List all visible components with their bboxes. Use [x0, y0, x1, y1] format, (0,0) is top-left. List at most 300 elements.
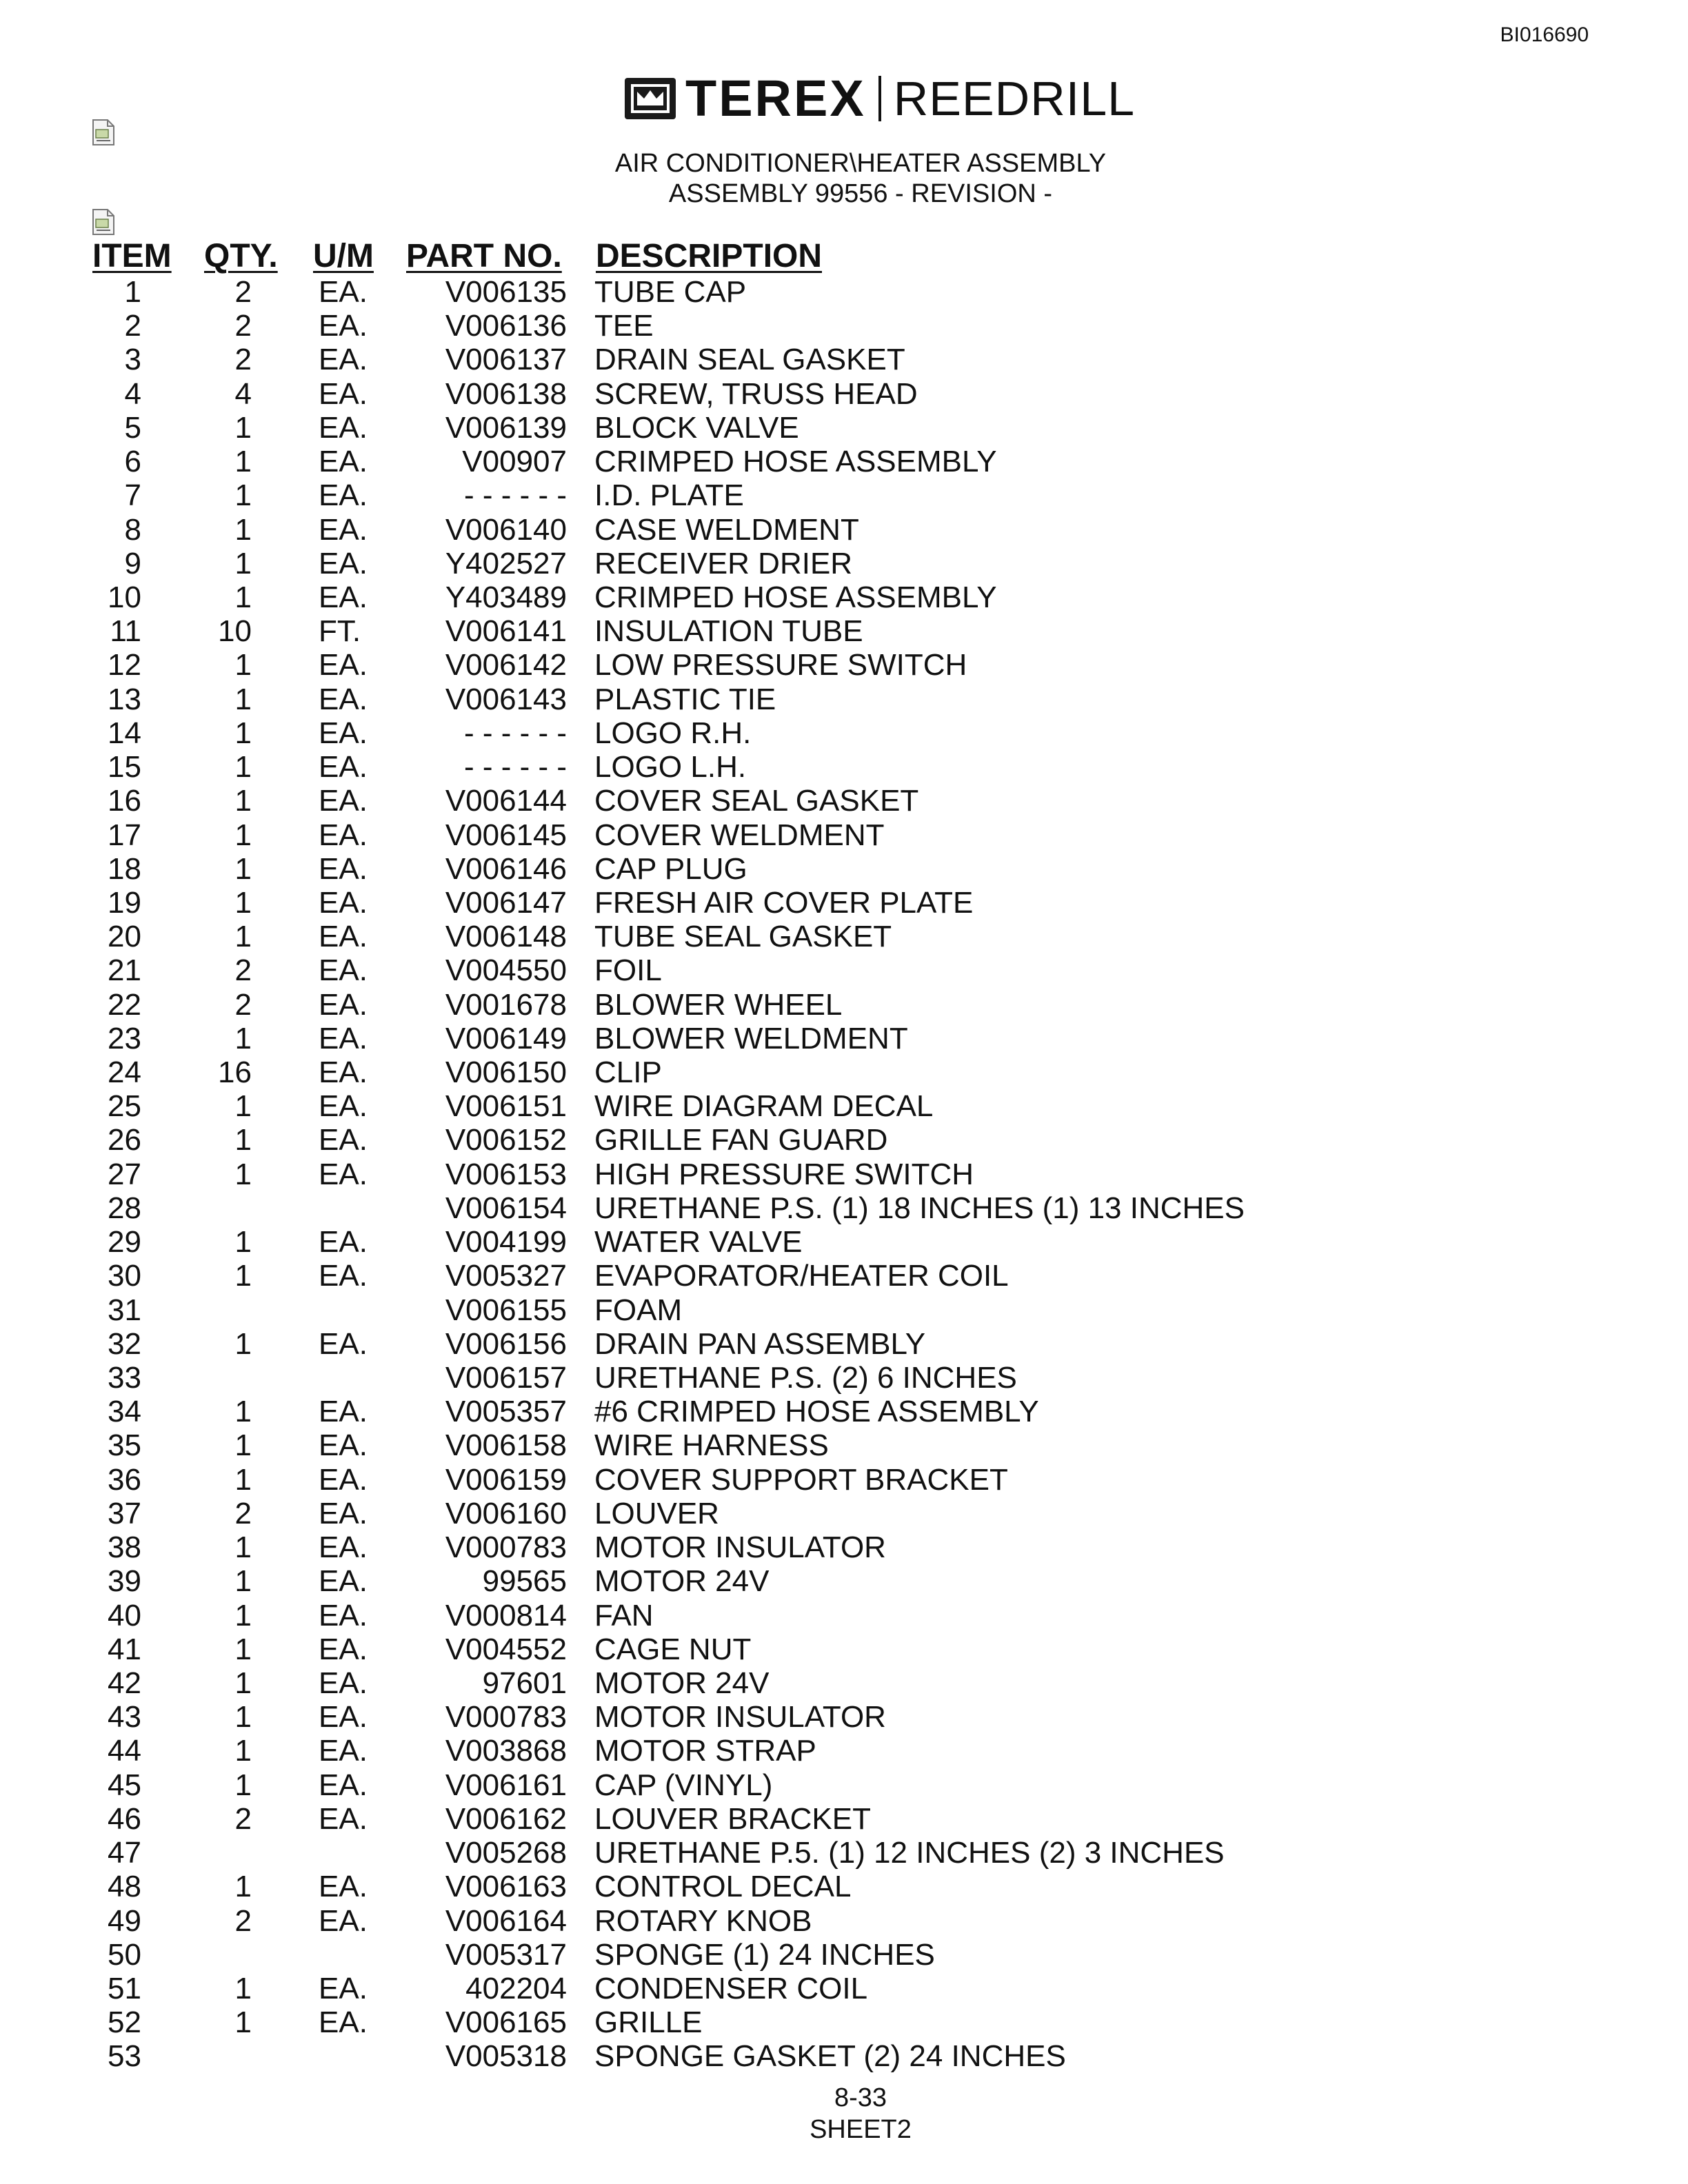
- description-cell: LOUVER BRACKET: [594, 1801, 871, 1836]
- table-row: [0, 1497, 1688, 1530]
- description-cell: HIGH PRESSURE SWITCH: [594, 1157, 974, 1191]
- part-number-cell: V006144: [445, 784, 567, 818]
- um-cell: EA.: [319, 885, 368, 920]
- table-row: [0, 716, 1688, 750]
- um-cell: EA.: [319, 716, 368, 750]
- qty-cell: 1: [234, 445, 252, 479]
- description-cell: MOTOR STRAP: [594, 1734, 816, 1768]
- qty-cell: 2: [234, 343, 252, 377]
- um-cell: EA.: [319, 953, 368, 988]
- part-number-cell: V006139: [445, 410, 567, 445]
- description-cell: ROTARY KNOB: [594, 1903, 812, 1938]
- table-row: [0, 478, 1688, 512]
- item-cell: 47: [108, 1836, 141, 1870]
- qty-cell: 1: [234, 512, 252, 547]
- description-cell: SPONGE GASKET (2) 24 INCHES: [594, 2039, 1066, 2074]
- item-cell: 42: [108, 1666, 141, 1700]
- description-cell: CASE WELDMENT: [594, 512, 859, 547]
- part-number-cell: 402204: [465, 1971, 567, 2005]
- um-cell: EA.: [319, 1326, 368, 1361]
- table-row: [0, 1259, 1688, 1293]
- um-cell: EA.: [319, 1259, 368, 1293]
- table-row: [0, 682, 1688, 716]
- table-row: [0, 852, 1688, 886]
- description-cell: INSULATION TUBE: [594, 614, 863, 649]
- table-row: [0, 445, 1688, 478]
- document-title: AIR CONDITIONER\HEATER ASSEMBLY: [614, 149, 1107, 178]
- um-cell: EA.: [319, 1632, 368, 1666]
- description-cell: LOUVER: [594, 1496, 719, 1530]
- description-cell: TUBE CAP: [594, 275, 747, 309]
- um-cell: EA.: [319, 546, 368, 580]
- qty-cell: 1: [234, 682, 252, 716]
- description-cell: RECEIVER DRIER: [594, 546, 853, 580]
- description-cell: MOTOR 24V: [594, 1564, 770, 1599]
- part-number-cell: V006146: [445, 851, 567, 886]
- table-row: [0, 1428, 1688, 1462]
- table-row: [0, 377, 1688, 411]
- part-number-cell: V006137: [445, 343, 567, 377]
- qty-cell: 1: [234, 1326, 252, 1361]
- column-header-part-no: PART NO.: [406, 238, 562, 274]
- um-cell: EA.: [319, 1768, 368, 1802]
- part-number-cell: V006163: [445, 1870, 567, 1904]
- item-cell: 39: [108, 1564, 141, 1599]
- um-cell: EA.: [319, 1225, 368, 1260]
- table-row: [0, 920, 1688, 953]
- part-number-cell: V006145: [445, 818, 567, 852]
- embedded-document-icon[interactable]: [91, 119, 116, 146]
- item-cell: 49: [108, 1903, 141, 1938]
- table-row: [0, 411, 1688, 445]
- um-cell: EA.: [319, 1971, 368, 2005]
- part-number-cell: V006142: [445, 648, 567, 682]
- um-cell: EA.: [319, 445, 368, 479]
- qty-cell: 1: [234, 920, 252, 954]
- table-row: [0, 275, 1688, 309]
- um-cell: EA.: [319, 987, 368, 1022]
- table-row: [0, 953, 1688, 987]
- item-cell: 14: [108, 716, 141, 750]
- um-cell: EA.: [319, 648, 368, 682]
- item-cell: 13: [108, 682, 141, 716]
- description-cell: GRILLE FAN GUARD: [594, 1123, 888, 1157]
- description-cell: SCREW, TRUSS HEAD: [594, 376, 918, 411]
- um-cell: EA.: [319, 343, 368, 377]
- qty-cell: 1: [234, 784, 252, 818]
- table-row: [0, 1463, 1688, 1497]
- um-cell: EA.: [319, 1700, 368, 1735]
- description-cell: LOGO R.H.: [594, 716, 752, 750]
- part-number-cell: V006158: [445, 1428, 567, 1463]
- item-cell: 23: [108, 1021, 141, 1055]
- embedded-document-icon[interactable]: [91, 208, 116, 236]
- part-number-cell: V000783: [445, 1700, 567, 1735]
- table-row: [0, 1327, 1688, 1361]
- description-cell: WIRE DIAGRAM DECAL: [594, 1089, 934, 1124]
- description-cell: BLOWER WELDMENT: [594, 1021, 908, 1055]
- qty-cell: 1: [234, 1632, 252, 1666]
- table-row: [0, 580, 1688, 614]
- description-cell: FRESH AIR COVER PLATE: [594, 885, 974, 920]
- part-number-cell: V004199: [445, 1225, 567, 1260]
- qty-cell: 1: [234, 851, 252, 886]
- item-cell: 27: [108, 1157, 141, 1191]
- qty-cell: 1: [234, 580, 252, 614]
- description-cell: COVER WELDMENT: [594, 818, 885, 852]
- part-number-cell: V005327: [445, 1259, 567, 1293]
- qty-cell: 1: [234, 1734, 252, 1768]
- um-cell: EA.: [319, 1055, 368, 1090]
- item-cell: 34: [108, 1395, 141, 1429]
- qty-cell: 1: [234, 716, 252, 750]
- column-header-um: U/M: [313, 238, 374, 274]
- part-number-cell: V006161: [445, 1768, 567, 1802]
- table-row: [0, 988, 1688, 1022]
- item-cell: 5: [124, 410, 141, 445]
- description-cell: URETHANE P.5. (1) 12 INCHES (2) 3 INCHES: [594, 1836, 1225, 1870]
- part-number-cell: V006147: [445, 885, 567, 920]
- item-cell: 20: [108, 920, 141, 954]
- table-row: [0, 1904, 1688, 1938]
- description-cell: BLOCK VALVE: [594, 410, 799, 445]
- qty-cell: 1: [234, 1971, 252, 2005]
- part-number-cell: V006164: [445, 1903, 567, 1938]
- part-number-cell: V006148: [445, 920, 567, 954]
- um-cell: EA.: [319, 1903, 368, 1938]
- description-cell: #6 CRIMPED HOSE ASSEMBLY: [594, 1395, 1039, 1429]
- qty-cell: 1: [234, 750, 252, 785]
- description-cell: TEE: [594, 309, 654, 343]
- item-cell: 33: [108, 1361, 141, 1395]
- part-number-cell: Y402527: [445, 546, 567, 580]
- part-number-cell: V003868: [445, 1734, 567, 1768]
- item-cell: 7: [124, 478, 141, 513]
- part-number-cell: V005268: [445, 1836, 567, 1870]
- parts-list: [0, 275, 1688, 2074]
- part-number-cell: - - - - - -: [463, 750, 567, 785]
- item-cell: 15: [108, 750, 141, 785]
- description-cell: TUBE SEAL GASKET: [594, 920, 892, 954]
- item-cell: 45: [108, 1768, 141, 1802]
- item-cell: 29: [108, 1225, 141, 1260]
- qty-cell: 2: [234, 953, 252, 988]
- part-number-cell: V000783: [445, 1530, 567, 1565]
- part-number-cell: V006151: [445, 1089, 567, 1124]
- item-cell: 22: [108, 987, 141, 1022]
- part-number-cell: V006138: [445, 376, 567, 411]
- item-cell: 10: [108, 580, 141, 614]
- part-number-cell: V006154: [445, 1191, 567, 1225]
- document-subtitle: ASSEMBLY 99556 - REVISION -: [668, 179, 1053, 208]
- item-cell: 44: [108, 1734, 141, 1768]
- brand-name: TEREX: [685, 70, 866, 127]
- um-cell: EA.: [319, 512, 368, 547]
- item-cell: 19: [108, 885, 141, 920]
- part-number-cell: V006150: [445, 1055, 567, 1090]
- description-cell: DRAIN PAN ASSEMBLY: [594, 1326, 926, 1361]
- part-number-cell: 99565: [482, 1564, 567, 1599]
- item-cell: 16: [108, 784, 141, 818]
- description-cell: PLASTIC TIE: [594, 682, 776, 716]
- document-id: BI016690: [1500, 23, 1589, 46]
- part-number-cell: V006159: [445, 1462, 567, 1497]
- qty-cell: 1: [234, 1564, 252, 1599]
- um-cell: EA.: [319, 1801, 368, 1836]
- um-cell: EA.: [319, 920, 368, 954]
- qty-cell: 1: [234, 1395, 252, 1429]
- table-row: [0, 614, 1688, 648]
- description-cell: COVER SEAL GASKET: [594, 784, 919, 818]
- item-cell: 18: [108, 851, 141, 886]
- um-cell: EA.: [319, 1157, 368, 1191]
- description-cell: CLIP: [594, 1055, 662, 1090]
- item-cell: 32: [108, 1326, 141, 1361]
- um-cell: EA.: [319, 1021, 368, 1055]
- item-cell: 24: [108, 1055, 141, 1090]
- item-cell: 6: [124, 445, 141, 479]
- column-header-qty: QTY.: [204, 238, 278, 274]
- description-cell: CONTROL DECAL: [594, 1870, 852, 1904]
- table-row: [0, 1293, 1688, 1327]
- um-cell: EA.: [319, 1530, 368, 1565]
- um-cell: EA.: [319, 478, 368, 513]
- sheet-label: SHEET2: [810, 2115, 912, 2144]
- um-cell: EA.: [319, 410, 368, 445]
- um-cell: EA.: [319, 682, 368, 716]
- item-cell: 37: [108, 1496, 141, 1530]
- table-row: [0, 513, 1688, 547]
- item-cell: 8: [124, 512, 141, 547]
- item-cell: 40: [108, 1598, 141, 1632]
- part-number-cell: V006162: [445, 1801, 567, 1836]
- qty-cell: 1: [234, 1666, 252, 1700]
- qty-cell: 1: [234, 1768, 252, 1802]
- description-cell: CAP PLUG: [594, 851, 747, 886]
- description-cell: LOW PRESSURE SWITCH: [594, 648, 967, 682]
- um-cell: EA.: [319, 1123, 368, 1157]
- table-row: [0, 309, 1688, 343]
- part-number-cell: - - - - - -: [463, 716, 567, 750]
- um-cell: EA.: [319, 1428, 368, 1463]
- qty-cell: 16: [218, 1055, 252, 1090]
- item-cell: 1: [124, 275, 141, 309]
- table-row: [0, 1123, 1688, 1157]
- terex-emblem-icon: [625, 78, 676, 119]
- description-cell: URETHANE P.S. (1) 18 INCHES (1) 13 INCHES: [594, 1191, 1245, 1225]
- qty-cell: 1: [234, 1700, 252, 1735]
- table-row: [0, 1938, 1688, 1972]
- description-cell: COVER SUPPORT BRACKET: [594, 1462, 1008, 1497]
- um-cell: EA.: [319, 1496, 368, 1530]
- table-row: [0, 1055, 1688, 1089]
- um-cell: EA.: [319, 1395, 368, 1429]
- item-cell: 46: [108, 1801, 141, 1836]
- description-cell: BLOWER WHEEL: [594, 987, 843, 1022]
- part-number-cell: - - - - - -: [463, 478, 567, 513]
- qty-cell: 1: [234, 1157, 252, 1191]
- part-number-cell: V006153: [445, 1157, 567, 1191]
- part-number-cell: V006155: [445, 1293, 567, 1327]
- part-number-cell: V006141: [445, 614, 567, 649]
- brand-division: REEDRILL: [893, 72, 1136, 125]
- um-cell: EA.: [319, 1666, 368, 1700]
- part-number-cell: V006157: [445, 1361, 567, 1395]
- description-cell: FOIL: [594, 953, 662, 988]
- table-row: [0, 2005, 1688, 2039]
- table-row: [0, 1632, 1688, 1666]
- item-cell: 52: [108, 2005, 141, 2040]
- logo-divider: [878, 76, 881, 121]
- column-header-description: DESCRIPTION: [596, 238, 823, 274]
- qty-cell: 10: [218, 614, 252, 649]
- part-number-cell: Y403489: [445, 580, 567, 614]
- table-row: [0, 1870, 1688, 1903]
- table-row: [0, 1361, 1688, 1395]
- item-cell: 50: [108, 1937, 141, 1972]
- page-number: 8-33: [834, 2083, 887, 2112]
- part-number-cell: V006165: [445, 2005, 567, 2040]
- description-cell: DRAIN SEAL GASKET: [594, 343, 905, 377]
- table-row: [0, 1802, 1688, 1836]
- qty-cell: 1: [234, 885, 252, 920]
- item-cell: 21: [108, 953, 141, 988]
- description-cell: FOAM: [594, 1293, 683, 1327]
- table-row: [0, 818, 1688, 852]
- table-row: [0, 1395, 1688, 1428]
- table-row: [0, 1972, 1688, 2005]
- table-row: [0, 1564, 1688, 1598]
- qty-cell: 2: [234, 987, 252, 1022]
- item-cell: 28: [108, 1191, 141, 1225]
- item-cell: 53: [108, 2039, 141, 2074]
- qty-cell: 1: [234, 818, 252, 852]
- item-cell: 4: [124, 376, 141, 411]
- table-row: [0, 1157, 1688, 1191]
- item-cell: 31: [108, 1293, 141, 1327]
- part-number-cell: V005357: [445, 1395, 567, 1429]
- table-row: [0, 648, 1688, 682]
- qty-cell: 2: [234, 1903, 252, 1938]
- description-cell: WIRE HARNESS: [594, 1428, 829, 1463]
- item-cell: 48: [108, 1870, 141, 1904]
- table-row: [0, 1700, 1688, 1734]
- description-cell: CONDENSER COIL: [594, 1971, 868, 2005]
- qty-cell: 2: [234, 309, 252, 343]
- description-cell: I.D. PLATE: [594, 478, 744, 513]
- item-cell: 43: [108, 1700, 141, 1735]
- table-row: [0, 1530, 1688, 1564]
- um-cell: EA.: [319, 1734, 368, 1768]
- part-number-cell: V006140: [445, 512, 567, 547]
- item-cell: 35: [108, 1428, 141, 1463]
- description-cell: CAGE NUT: [594, 1632, 752, 1666]
- qty-cell: 1: [234, 2005, 252, 2040]
- description-cell: MOTOR INSULATOR: [594, 1530, 886, 1565]
- table-row: [0, 2039, 1688, 2073]
- table-row: [0, 1599, 1688, 1632]
- qty-cell: 1: [234, 1870, 252, 1904]
- qty-cell: 4: [234, 376, 252, 411]
- table-row: [0, 886, 1688, 920]
- qty-cell: 1: [234, 648, 252, 682]
- item-cell: 41: [108, 1632, 141, 1666]
- table-row: [0, 1734, 1688, 1768]
- qty-cell: 1: [234, 1123, 252, 1157]
- um-cell: EA.: [319, 2005, 368, 2040]
- description-cell: CAP (VINYL): [594, 1768, 773, 1802]
- item-cell: 17: [108, 818, 141, 852]
- description-cell: WATER VALVE: [594, 1225, 803, 1260]
- part-number-cell: V006149: [445, 1021, 567, 1055]
- qty-cell: 1: [234, 1598, 252, 1632]
- description-cell: MOTOR INSULATOR: [594, 1700, 886, 1735]
- part-number-cell: 97601: [482, 1666, 567, 1700]
- um-cell: EA.: [319, 750, 368, 785]
- table-row: [0, 1022, 1688, 1055]
- terex-reedrill-logo: [625, 72, 1136, 125]
- part-number-cell: V005318: [445, 2039, 567, 2074]
- item-cell: 36: [108, 1462, 141, 1497]
- part-number-cell: V006160: [445, 1496, 567, 1530]
- qty-cell: 1: [234, 1021, 252, 1055]
- part-number-cell: V006143: [445, 682, 567, 716]
- description-cell: CRIMPED HOSE ASSEMBLY: [594, 580, 997, 614]
- table-row: [0, 343, 1688, 376]
- qty-cell: 2: [234, 1801, 252, 1836]
- um-cell: EA.: [319, 580, 368, 614]
- item-cell: 12: [108, 648, 141, 682]
- qty-cell: 1: [234, 1428, 252, 1463]
- table-row: [0, 784, 1688, 818]
- description-cell: EVAPORATOR/HEATER COIL: [594, 1259, 1009, 1293]
- description-cell: GRILLE: [594, 2005, 703, 2040]
- table-row: [0, 1225, 1688, 1259]
- um-cell: FT.: [319, 614, 361, 649]
- um-cell: EA.: [319, 1870, 368, 1904]
- um-cell: EA.: [319, 309, 368, 343]
- item-cell: 26: [108, 1123, 141, 1157]
- qty-cell: 1: [234, 1462, 252, 1497]
- item-cell: 51: [108, 1971, 141, 2005]
- table-row: [0, 1768, 1688, 1802]
- part-number-cell: V006152: [445, 1123, 567, 1157]
- qty-cell: 2: [234, 275, 252, 309]
- qty-cell: 1: [234, 410, 252, 445]
- item-cell: 11: [110, 614, 141, 649]
- qty-cell: 1: [234, 546, 252, 580]
- description-cell: URETHANE P.S. (2) 6 INCHES: [594, 1361, 1017, 1395]
- description-cell: LOGO L.H.: [594, 750, 747, 785]
- description-cell: FAN: [594, 1598, 654, 1632]
- table-row: [0, 1089, 1688, 1123]
- um-cell: EA.: [319, 1089, 368, 1124]
- part-number-cell: V001678: [445, 987, 567, 1022]
- qty-cell: 1: [234, 1259, 252, 1293]
- description-cell: CRIMPED HOSE ASSEMBLY: [594, 445, 997, 479]
- part-number-cell: V005317: [445, 1937, 567, 1972]
- column-header-item: ITEM: [92, 238, 172, 274]
- um-cell: EA.: [319, 851, 368, 886]
- table-row: [0, 1666, 1688, 1700]
- item-cell: 30: [108, 1259, 141, 1293]
- um-cell: EA.: [319, 376, 368, 411]
- part-number-cell: V00907: [462, 445, 567, 479]
- qty-cell: 1: [234, 1225, 252, 1260]
- qty-cell: 1: [234, 478, 252, 513]
- item-cell: 2: [124, 309, 141, 343]
- part-number-cell: V004552: [445, 1632, 567, 1666]
